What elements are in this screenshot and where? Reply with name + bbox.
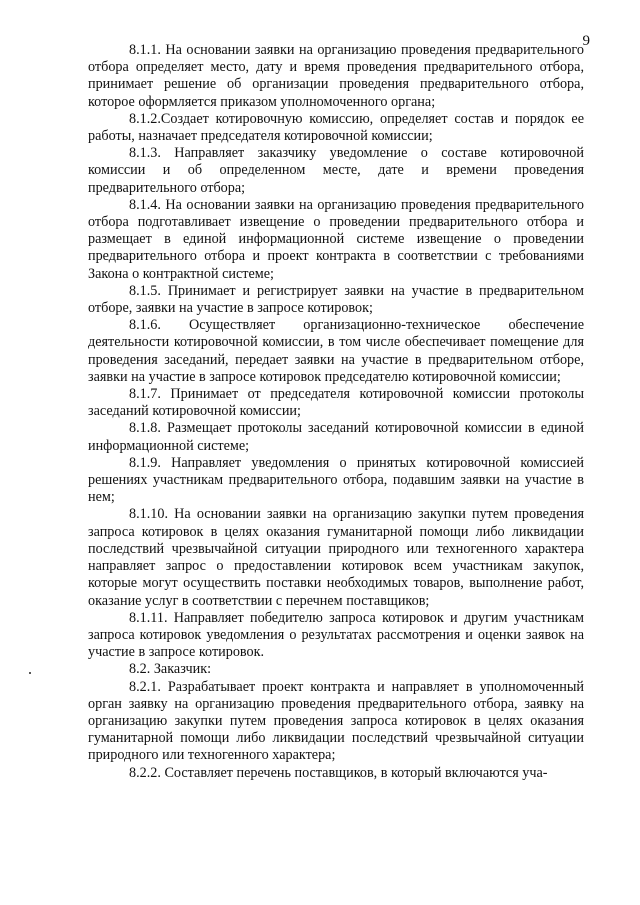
paragraph-8-1-3: 8.1.3. Направляет заказчику уведомление о составе котировочной комиссии и об определенном месте, дате и времени проведения предварительного отбора; xyxy=(88,145,584,196)
paragraph-8-1-8: 8.1.8. Размещает протоколы заседаний котировочной комиссии в единой информационной системе; xyxy=(88,420,584,454)
paragraph-8-1-1: 8.1.1. На основании заявки на организацию проведения предварительного отбора определяет место, дату и время проведения предварительного отбора, принимает решение об организации проведения предварительного отбора, которое оформляется приказом уполномоченного органа; xyxy=(88,42,584,110)
paragraph-8-1-10: 8.1.10. На основании заявки на организацию закупки путем проведения запроса котировок в целях оказания гуманитарной помощи либо ликвидации последствий чрезвычайной ситуации природного или техногенного характера направляет запрос о предоставлении котировок всем участникам закупок, которые могут осуществить поставки необходимых товаров, выполнение работ, оказание услуг в соответствии с перечнем поставщиков; xyxy=(88,506,584,609)
paragraph-8-1-11: 8.1.11. Направляет победителю запроса котировок и другим участникам запроса котировок уведомления о результатах рассмотрения и оценки заявок на участие в запросе котировок. xyxy=(88,609,584,661)
paragraph-8-1-9: 8.1.9. Направляет уведомления о принятых котировочной комиссией решениях участникам предварительного отбора, подавшим заявки на участие в нем; xyxy=(88,454,584,506)
section-heading-8-2: 8.2. Заказчик: xyxy=(129,661,212,678)
page-number: 9 xyxy=(582,33,590,49)
paragraph-8-2-2: 8.2.2. Составляет перечень поставщиков, в который включаются уча- xyxy=(129,764,548,781)
paragraph-8-1-7: 8.1.7. Принимает от председателя котировочной комиссии протоколы заседаний котировочной комиссии; xyxy=(88,386,584,420)
margin-mark xyxy=(29,672,31,674)
paragraph-8-2-1: 8.2.1. Разрабатывает проект контракта и направляет в уполномоченный орган заявку на организацию проведения предварительного отбора, заявку на организацию закупки путем проведения запроса котировок в целях оказания гуманитарной помощи либо ликвидации последствий чрезвычайной ситуации природного или техногенного характера; xyxy=(88,678,584,764)
paragraph-8-1-4: 8.1.4. На основании заявки на организацию проведения предварительного отбора подготавливает извещение о проведении предварительного отбора и размещает в единой информационной системе извещение о проведении предварительного отбора и проект контракта в соответствии с требованиями Закона о контрактной системе; xyxy=(88,196,584,282)
paragraph-8-1-5: 8.1.5. Принимает и регистрирует заявки на участие в предварительном отборе, заявки на участие в запросе котировок; xyxy=(88,282,584,317)
document-body xyxy=(88,42,584,782)
paragraph-8-1-2: 8.1.2.Создает котировочную комиссию, определяет состав и порядок ее работы, назначает председателя котировочной комиссии; xyxy=(88,110,584,145)
paragraph-8-1-6: 8.1.6. Осуществляет организационно-техническое обеспечение деятельности котировочной комиссии, в том числе обеспечивает помещение для проведения заседаний, передает заявки на участие в предварительном отборе, заявки на участие в запросе котировок председателю котировочной комиссии; xyxy=(88,317,584,385)
